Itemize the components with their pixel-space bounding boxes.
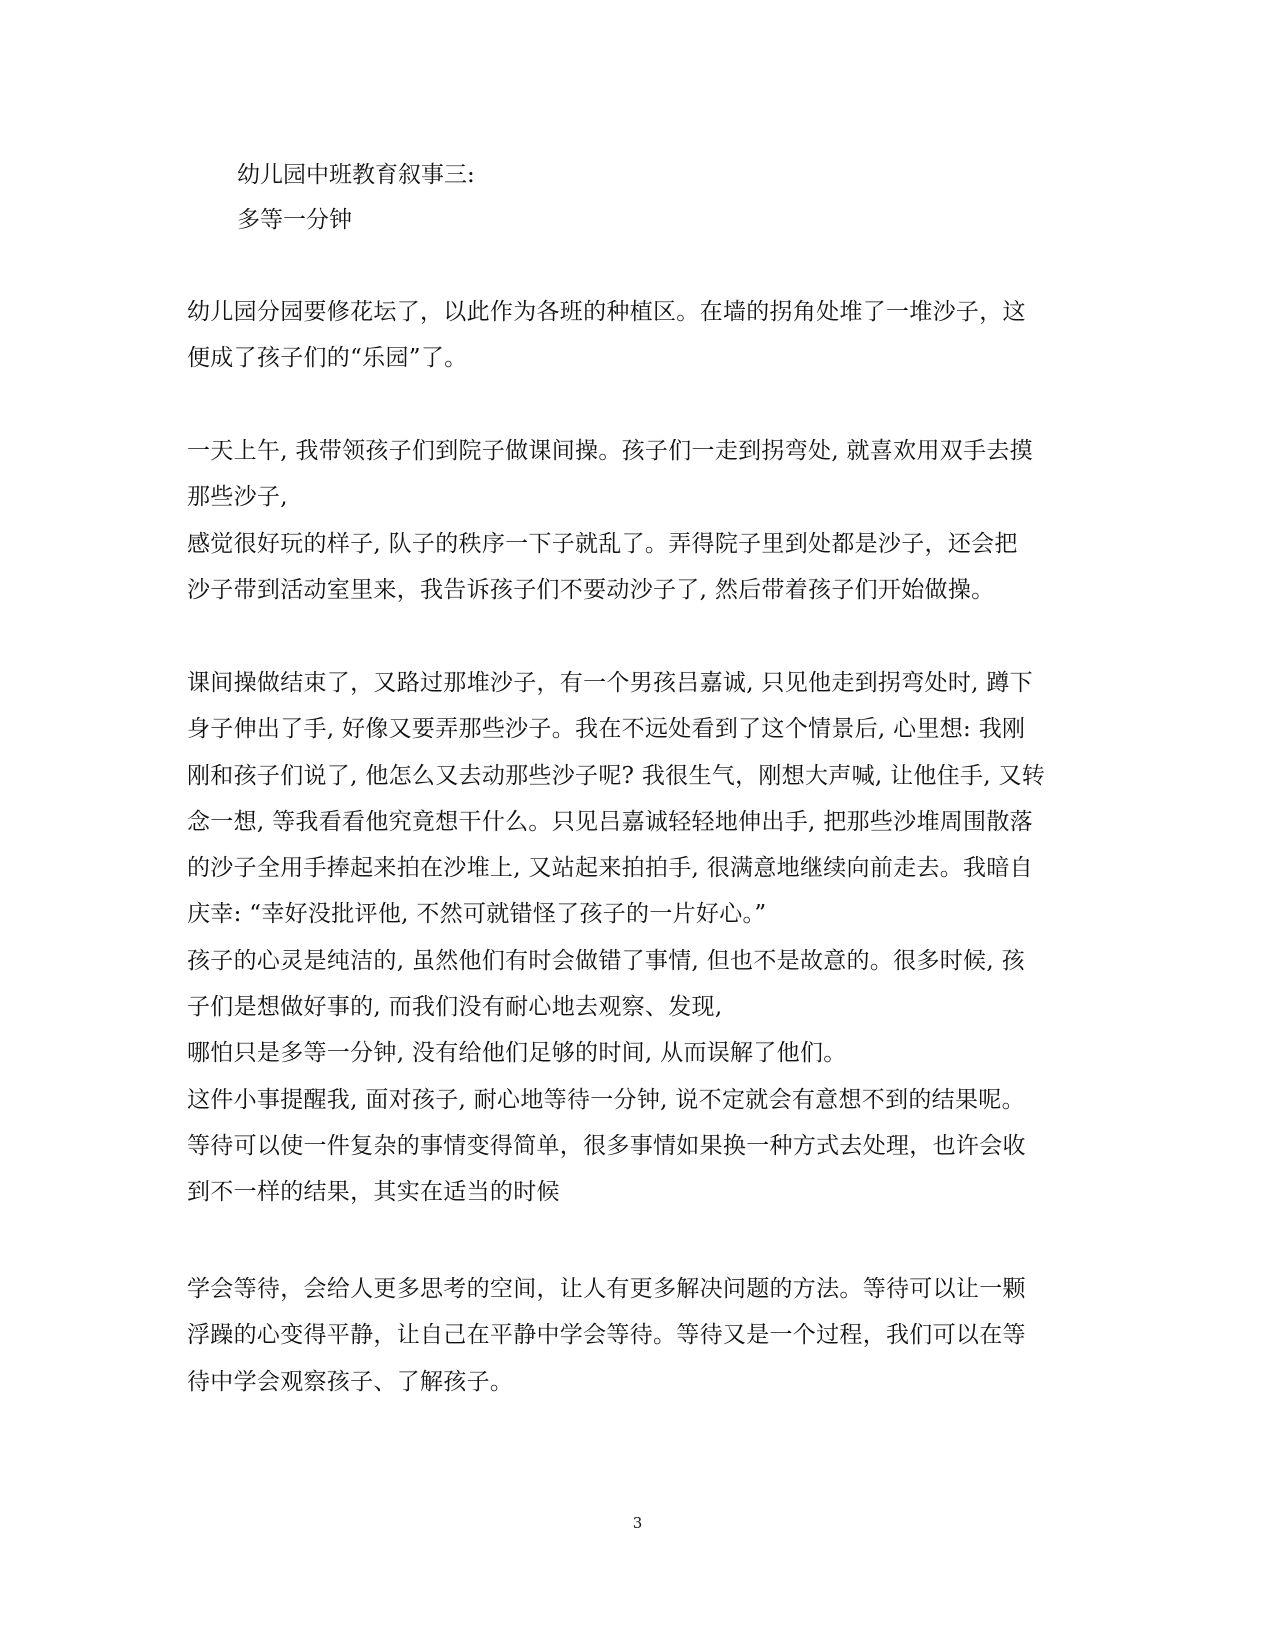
- text-line: 子们是想做好事的, 而我们没有耐心地去观察、发现,: [187, 994, 723, 1021]
- text-line: 一天上午, 我带领孩子们到院子做课间操。孩子们一走到拐弯处, 就喜欢用双手去摸: [187, 438, 1033, 464]
- text-line: 孩子的心灵是纯洁的, 虽然他们有时会做错了事情, 但也不是故意的。很多时候, 孩: [187, 947, 1025, 974]
- paragraph-3: [187, 660, 1087, 1216]
- text-line: 那些沙子,: [187, 484, 288, 511]
- document-title-line-1: 幼儿园中班教育叙事三:: [237, 162, 475, 188]
- text-line: 幼儿园分园要修花坛了，以此作为各班的种植区。在墙的拐角处堆了一堆沙子，这: [187, 299, 1026, 325]
- text-line: 学会等待，会给人更多思考的空间，让人有更多解决问题的方法。等待可以让一颗: [187, 1276, 1026, 1302]
- paragraph-2: [187, 428, 1087, 613]
- text-line: 的沙子全用手捧起来拍在沙堆上, 又站起来拍拍手, 很满意地继续向前走去。我暗自: [187, 855, 1033, 882]
- paragraph-4: [187, 1266, 1087, 1405]
- text-line: 浮躁的心变得平静，让自己在平静中学会等待。等待又是一个过程，我们可以在等: [187, 1322, 1026, 1349]
- paragraph-1: [187, 289, 1087, 382]
- text-line: 庆幸: “幸好没批评他, 不然可就错怪了孩子的一片好心。”: [187, 901, 767, 928]
- text-line: 待中学会观察孩子、了解孩子。: [187, 1368, 514, 1395]
- text-line: 刚和孩子们说了, 他怎么又去动那些沙子呢? 我很生气，刚想大声喊, 让他住手, 又转: [187, 762, 1046, 789]
- text-line: 便成了孩子们的“乐园”了。: [187, 345, 468, 372]
- text-line: 课间操做结束了，又路过那堆沙子，有一个男孩吕嘉诚, 只见他走到拐弯处时, 蹲下: [187, 670, 1033, 696]
- text-line: 等待可以使一件复杂的事情变得简单，很多事情如果换一种方式去处理，也许会收: [187, 1132, 1026, 1159]
- text-line: 哪怕只是多等一分钟, 没有给他们足够的时间, 从而误解了他们。: [187, 1040, 847, 1067]
- page-number: 3: [632, 1514, 643, 1532]
- text-line: 这件小事提醒我, 面对孩子, 耐心地等待一分钟, 说不定就会有意想不到的结果呢。: [187, 1086, 1025, 1113]
- text-line: 沙子带到活动室里来，我告诉孩子们不要动沙子了, 然后带着孩子们开始做操。: [187, 576, 995, 603]
- text-line: 身子伸出了手, 好像又要弄那些沙子。我在不远处看到了这个情景后, 心里想: 我刚: [187, 716, 1026, 743]
- text-line: 念一想, 等我看看他究竟想干什么。只见吕嘉诚轻轻地伸出手, 把那些沙堆周围散落: [187, 808, 1033, 835]
- text-line: 到不一样的结果，其实在适当的时候: [187, 1179, 560, 1206]
- text-line: 感觉很好玩的样子, 队子的秩序一下子就乱了。弄得院子里到处都是沙子，还会把: [187, 530, 1018, 557]
- document-title-line-2: 多等一分钟: [237, 207, 352, 233]
